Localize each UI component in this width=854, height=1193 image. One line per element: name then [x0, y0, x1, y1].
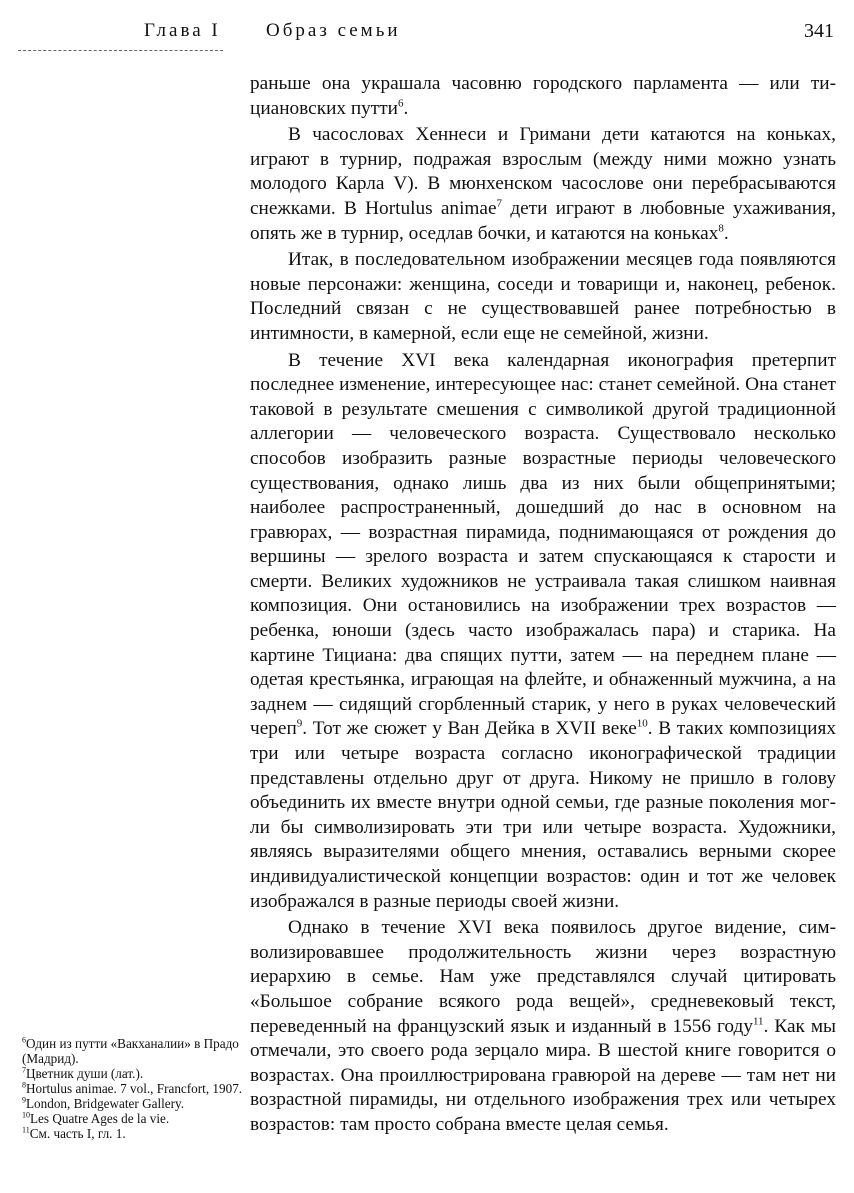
footnote-ref-8: 8: [718, 222, 724, 235]
footnote-ref-6: 6: [397, 97, 404, 110]
footnote: $^6$Один из путти «Вакханалии» в Прадо (Мадрид).: [22, 1035, 239, 1066]
header-rule: [18, 50, 223, 51]
footnote: $^9$London, Bridgewater Gallery.: [22, 1095, 185, 1111]
footnote-ref-9: 9: [296, 718, 303, 731]
paragraph-1: раньше она украшала часовню городского парламента — или тициановских путти$^6$.: [250, 73, 836, 119]
footnote: $^8$Hortulus animae. 7 vol., Francfort, 1907.: [22, 1080, 243, 1096]
body-text: [250, 72, 836, 1140]
paragraph-5: Однако в течение XVI века появилось другое видение, символизировавшее продолжительность жизни через возрастную иерархию в семье. Нам уже представлялся случай цитировать «Большое собрание всякого рода вещей», средневековый текст, переведенный на французский язык и изданный в 1556 году$^{11}$. Как мы отмечали, это своего рода зерцало мира. В шестой книге говорится о возрастах. Она проиллюстрирована гравюрой на дереве — там нет ни возрастной пирамиды, ни отдельного изображения трех или четырех возрастов: там просто собрана вместе целая семья.: [250, 917, 836, 1135]
paragraph-4: В течение XVI века календарная иконография претерпит последнее изменение, интересующее нас: станет семейной. Она станет таковой в результате смешения с символикой другой традиционной аллегории — человеческого возраста. Существовало несколько способов изобразить разные возрастные периоды человеческого существования, однако лишь два из них были общепринятыми; наиболее распространенный, дошедший до нас в основном на гравюрах, — возрастная пирамида, поднимающаяся от рождения до вершины — зрелого возраста и затем спускающаяся к старости и смерти. Великих художников не устраивала такая слишком наивная композиция. Они остановились на изображении трех возрастов — ребенка, юноши (здесь часто изображалась пара) и старика. На картине Тициана: два спящих путти, затем — на переднем плане — одетая крестьянка, играющая на флейте, и обнаженный мужчина, а на заднем — сидящий сгорбленный старик, у него в руках человеческий череп$^9$. Тот же сюжет у Ван Дейка в XVII веке$^{10}$. В таких композициях три или четыре возраста согласно иконографической традиции представлены отдельно друг от друга. Никому не пришло в голову объединить их вместе внутри одной семьи, где разные поколения могли бы символизировать эти три или четыре возраста. Художники, являясь выразителями общего мнения, оставались верными скорее индивидуалистической концепции возрастов: один и тот же человек изображался в разные периоды своей жизни.: [250, 349, 836, 912]
footnote-ref-10: 10: [636, 718, 648, 731]
page-number: 341: [804, 20, 834, 42]
footnotes: [22, 1036, 244, 1141]
chapter-title: Образ семьи: [266, 20, 401, 41]
footnote-ref-7: 7: [496, 197, 503, 210]
footnote: $^{10}$Les Quatre Ages de la vie.: [22, 1110, 170, 1126]
paragraph-2: В часословах Хеннеси и Гримани дети катаются на коньках, играют в турнир, подражая взрослым (между ними можно узнать молодого Карла V). В мюнхенском часослове они перебрасываются снежками. В Hortulus animae$^7$ дети играют в любовные ухаживания, опять же в турнир, оседлав бочки, и катаются на коньках$^8$.: [250, 124, 836, 244]
running-header: [18, 20, 836, 48]
footnote: $^7$Цветник души (лат.).: [22, 1065, 144, 1081]
footnote: $^{11}$См. часть I, гл. 1.: [22, 1125, 126, 1141]
chapter-label: Глава I: [144, 20, 221, 41]
footnote-ref-11: 11: [752, 1015, 764, 1028]
paragraph-3: Итак, в последовательном изображении месяцев года появляются новые персонажи: женщина, соседи и товарищи и, наконец, ребенок. Последний связан с не существовавшей ранее потребностью в интимности, в камерной, если еще не семейной, жизни.: [250, 249, 836, 344]
